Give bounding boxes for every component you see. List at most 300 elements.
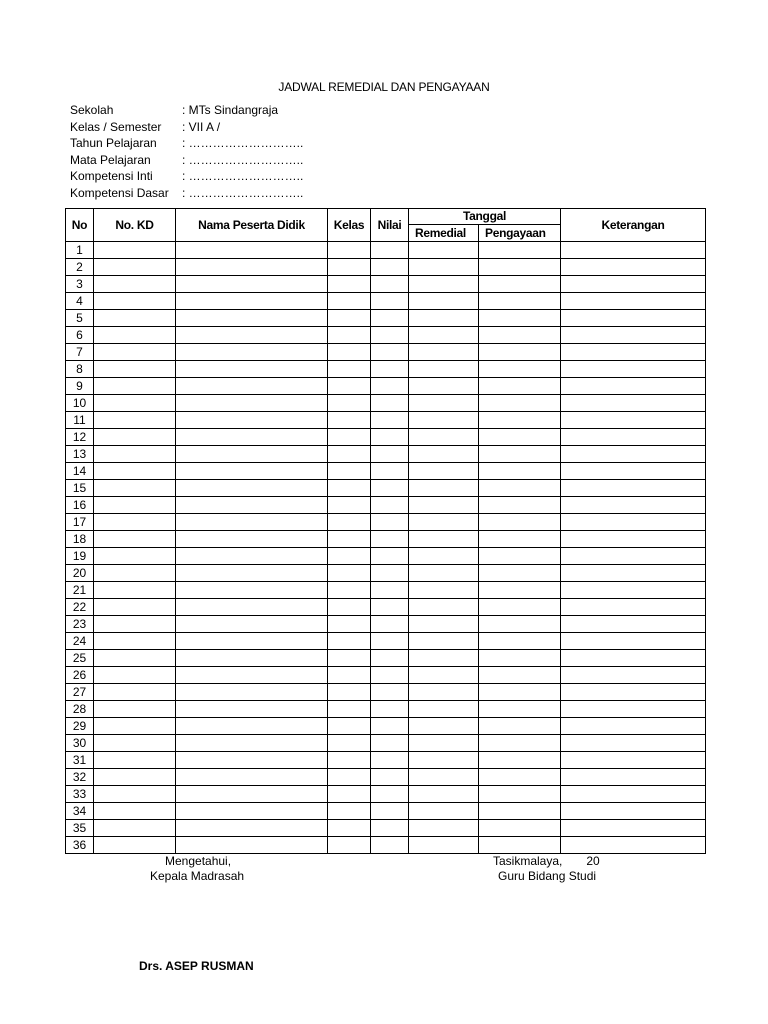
cell-pengayaan bbox=[479, 769, 561, 786]
cell-no: 34 bbox=[66, 803, 94, 820]
cell-kelas bbox=[328, 327, 371, 344]
cell-pengayaan bbox=[479, 514, 561, 531]
cell-keterangan bbox=[561, 820, 706, 837]
cell-no-kd bbox=[94, 684, 176, 701]
cell-no-kd bbox=[94, 242, 176, 259]
table-row bbox=[66, 837, 706, 854]
cell-no-kd bbox=[94, 769, 176, 786]
cell-nilai bbox=[371, 514, 409, 531]
table-row bbox=[66, 803, 706, 820]
info-value: : VII A / bbox=[182, 119, 221, 134]
cell-nama bbox=[176, 259, 328, 276]
table-row bbox=[66, 395, 706, 412]
cell-no: 7 bbox=[66, 344, 94, 361]
cell-kelas bbox=[328, 650, 371, 667]
table-row bbox=[66, 701, 706, 718]
cell-remedial bbox=[409, 412, 479, 429]
cell-no: 4 bbox=[66, 293, 94, 310]
cell-nama bbox=[176, 565, 328, 582]
cell-nama bbox=[176, 701, 328, 718]
cell-keterangan bbox=[561, 463, 706, 480]
cell-keterangan bbox=[561, 582, 706, 599]
table-row bbox=[66, 616, 706, 633]
cell-nilai bbox=[371, 463, 409, 480]
table-row bbox=[66, 531, 706, 548]
table-row bbox=[66, 378, 706, 395]
cell-pengayaan bbox=[479, 599, 561, 616]
info-value: : ……………………….. bbox=[182, 136, 304, 151]
cell-remedial bbox=[409, 735, 479, 752]
cell-nama bbox=[176, 616, 328, 633]
cell-remedial bbox=[409, 820, 479, 837]
info-row-kompetensi-inti bbox=[70, 168, 303, 185]
cell-keterangan bbox=[561, 310, 706, 327]
cell-remedial bbox=[409, 327, 479, 344]
cell-no-kd bbox=[94, 718, 176, 735]
cell-no-kd bbox=[94, 514, 176, 531]
info-value: : ……………………….. bbox=[182, 152, 304, 167]
header-kelas: Kelas bbox=[328, 209, 371, 242]
cell-nama bbox=[176, 276, 328, 293]
cell-nama bbox=[176, 599, 328, 616]
cell-pengayaan bbox=[479, 837, 561, 854]
cell-nama bbox=[176, 820, 328, 837]
cell-nilai bbox=[371, 718, 409, 735]
cell-nilai bbox=[371, 327, 409, 344]
document-title: JADWAL REMEDIAL DAN PENGAYAAN bbox=[278, 80, 490, 94]
cell-no: 11 bbox=[66, 412, 94, 429]
cell-no-kd bbox=[94, 837, 176, 854]
cell-remedial bbox=[409, 497, 479, 514]
cell-no: 14 bbox=[66, 463, 94, 480]
cell-nilai bbox=[371, 531, 409, 548]
table-header bbox=[66, 209, 706, 242]
cell-nilai bbox=[371, 310, 409, 327]
cell-nama bbox=[176, 667, 328, 684]
cell-nilai bbox=[371, 242, 409, 259]
cell-no-kd bbox=[94, 344, 176, 361]
cell-no: 27 bbox=[66, 684, 94, 701]
cell-pengayaan bbox=[479, 412, 561, 429]
cell-no: 1 bbox=[66, 242, 94, 259]
cell-nilai bbox=[371, 361, 409, 378]
cell-kelas bbox=[328, 599, 371, 616]
cell-nilai bbox=[371, 412, 409, 429]
cell-nama bbox=[176, 429, 328, 446]
cell-nilai bbox=[371, 633, 409, 650]
cell-no: 18 bbox=[66, 531, 94, 548]
cell-kelas bbox=[328, 395, 371, 412]
table-row bbox=[66, 667, 706, 684]
cell-pengayaan bbox=[479, 480, 561, 497]
cell-remedial bbox=[409, 310, 479, 327]
cell-keterangan bbox=[561, 701, 706, 718]
cell-keterangan bbox=[561, 837, 706, 854]
cell-remedial bbox=[409, 395, 479, 412]
table-row bbox=[66, 786, 706, 803]
cell-remedial bbox=[409, 667, 479, 684]
cell-no-kd bbox=[94, 803, 176, 820]
header-remedial: Remedial bbox=[409, 225, 479, 242]
cell-no-kd bbox=[94, 276, 176, 293]
info-block bbox=[70, 102, 303, 202]
table-row bbox=[66, 310, 706, 327]
table-row bbox=[66, 735, 706, 752]
cell-kelas bbox=[328, 276, 371, 293]
cell-nilai bbox=[371, 378, 409, 395]
header-no: No bbox=[66, 209, 94, 242]
cell-pengayaan bbox=[479, 820, 561, 837]
table-row bbox=[66, 429, 706, 446]
cell-no-kd bbox=[94, 735, 176, 752]
cell-keterangan bbox=[561, 446, 706, 463]
info-label: Sekolah bbox=[70, 103, 114, 117]
cell-no: 9 bbox=[66, 378, 94, 395]
cell-no-kd bbox=[94, 531, 176, 548]
cell-keterangan bbox=[561, 361, 706, 378]
table-row bbox=[66, 565, 706, 582]
cell-kelas bbox=[328, 429, 371, 446]
cell-no: 32 bbox=[66, 769, 94, 786]
cell-nama bbox=[176, 395, 328, 412]
cell-remedial bbox=[409, 480, 479, 497]
cell-nilai bbox=[371, 599, 409, 616]
table-row bbox=[66, 684, 706, 701]
cell-pengayaan bbox=[479, 684, 561, 701]
cell-no: 12 bbox=[66, 429, 94, 446]
header-tanggal: Tanggal bbox=[409, 209, 561, 225]
cell-keterangan bbox=[561, 395, 706, 412]
cell-pengayaan bbox=[479, 803, 561, 820]
info-row-mata-pelajaran bbox=[70, 152, 303, 169]
cell-nilai bbox=[371, 616, 409, 633]
cell-remedial bbox=[409, 684, 479, 701]
info-label: Kompetensi Inti bbox=[70, 169, 153, 184]
table-row bbox=[66, 599, 706, 616]
cell-no: 17 bbox=[66, 514, 94, 531]
info-label: Tahun Pelajaran bbox=[70, 136, 157, 151]
cell-nama bbox=[176, 769, 328, 786]
schedule-table bbox=[65, 208, 706, 854]
cell-pengayaan bbox=[479, 259, 561, 276]
cell-nama bbox=[176, 446, 328, 463]
cell-pengayaan bbox=[479, 582, 561, 599]
info-row-kompetensi-dasar bbox=[70, 185, 303, 202]
cell-kelas bbox=[328, 293, 371, 310]
cell-kelas bbox=[328, 769, 371, 786]
cell-kelas bbox=[328, 684, 371, 701]
cell-pengayaan bbox=[479, 667, 561, 684]
cell-no-kd bbox=[94, 293, 176, 310]
cell-no-kd bbox=[94, 701, 176, 718]
info-row-kelas-semester bbox=[70, 119, 303, 136]
cell-keterangan bbox=[561, 752, 706, 769]
cell-pengayaan bbox=[479, 310, 561, 327]
cell-kelas bbox=[328, 786, 371, 803]
cell-pengayaan bbox=[479, 650, 561, 667]
cell-keterangan bbox=[561, 718, 706, 735]
cell-keterangan bbox=[561, 650, 706, 667]
cell-remedial bbox=[409, 276, 479, 293]
cell-no: 8 bbox=[66, 361, 94, 378]
cell-pengayaan bbox=[479, 293, 561, 310]
cell-nama bbox=[176, 650, 328, 667]
cell-nama bbox=[176, 752, 328, 769]
table-row bbox=[66, 276, 706, 293]
cell-no: 15 bbox=[66, 480, 94, 497]
cell-keterangan bbox=[561, 480, 706, 497]
kepala-madrasah-label: Kepala Madrasah bbox=[150, 869, 245, 883]
table-body bbox=[66, 242, 706, 854]
guru-bidang-studi-label: Guru Bidang Studi bbox=[498, 869, 597, 883]
cell-nama bbox=[176, 803, 328, 820]
year-label: 20 bbox=[586, 854, 600, 868]
cell-no-kd bbox=[94, 412, 176, 429]
cell-nama bbox=[176, 378, 328, 395]
cell-remedial bbox=[409, 633, 479, 650]
cell-nilai bbox=[371, 837, 409, 854]
cell-no-kd bbox=[94, 327, 176, 344]
cell-nilai bbox=[371, 480, 409, 497]
cell-keterangan bbox=[561, 786, 706, 803]
cell-nama bbox=[176, 633, 328, 650]
cell-kelas bbox=[328, 514, 371, 531]
cell-remedial bbox=[409, 803, 479, 820]
table-row bbox=[66, 463, 706, 480]
table-row bbox=[66, 752, 706, 769]
cell-no: 33 bbox=[66, 786, 94, 803]
cell-no: 24 bbox=[66, 633, 94, 650]
table-row bbox=[66, 242, 706, 259]
cell-no: 26 bbox=[66, 667, 94, 684]
header-no-kd: No. KD bbox=[94, 209, 176, 242]
cell-pengayaan bbox=[479, 718, 561, 735]
table-row bbox=[66, 344, 706, 361]
cell-remedial bbox=[409, 429, 479, 446]
cell-kelas bbox=[328, 242, 371, 259]
cell-kelas bbox=[328, 616, 371, 633]
cell-nama bbox=[176, 463, 328, 480]
cell-no: 3 bbox=[66, 276, 94, 293]
cell-nilai bbox=[371, 684, 409, 701]
cell-no: 10 bbox=[66, 395, 94, 412]
cell-kelas bbox=[328, 701, 371, 718]
header-nilai: Nilai bbox=[371, 209, 409, 242]
place-date-line bbox=[493, 854, 600, 868]
cell-no: 25 bbox=[66, 650, 94, 667]
cell-no-kd bbox=[94, 786, 176, 803]
cell-kelas bbox=[328, 446, 371, 463]
cell-remedial bbox=[409, 463, 479, 480]
cell-kelas bbox=[328, 463, 371, 480]
cell-kelas bbox=[328, 361, 371, 378]
cell-nama bbox=[176, 718, 328, 735]
cell-no-kd bbox=[94, 599, 176, 616]
cell-nama bbox=[176, 531, 328, 548]
cell-no-kd bbox=[94, 378, 176, 395]
cell-nilai bbox=[371, 667, 409, 684]
cell-keterangan bbox=[561, 684, 706, 701]
cell-no: 29 bbox=[66, 718, 94, 735]
cell-kelas bbox=[328, 565, 371, 582]
cell-nilai bbox=[371, 497, 409, 514]
cell-remedial bbox=[409, 344, 479, 361]
cell-keterangan bbox=[561, 548, 706, 565]
cell-no-kd bbox=[94, 633, 176, 650]
cell-pengayaan bbox=[479, 786, 561, 803]
cell-no-kd bbox=[94, 310, 176, 327]
table-row bbox=[66, 446, 706, 463]
cell-remedial bbox=[409, 293, 479, 310]
cell-nama bbox=[176, 786, 328, 803]
cell-pengayaan bbox=[479, 378, 561, 395]
cell-remedial bbox=[409, 599, 479, 616]
cell-no-kd bbox=[94, 497, 176, 514]
info-value: : ……………………….. bbox=[182, 185, 304, 200]
table-row bbox=[66, 718, 706, 735]
cell-no: 30 bbox=[66, 735, 94, 752]
cell-kelas bbox=[328, 531, 371, 548]
cell-no: 21 bbox=[66, 582, 94, 599]
cell-remedial bbox=[409, 531, 479, 548]
cell-nama bbox=[176, 327, 328, 344]
cell-nama bbox=[176, 514, 328, 531]
cell-keterangan bbox=[561, 344, 706, 361]
mengetahui-label: Mengetahui, bbox=[165, 854, 232, 868]
header-keterangan: Keterangan bbox=[561, 209, 706, 242]
info-label: Mata Pelajaran bbox=[70, 152, 151, 167]
cell-no: 36 bbox=[66, 837, 94, 854]
cell-nilai bbox=[371, 293, 409, 310]
cell-no: 31 bbox=[66, 752, 94, 769]
cell-remedial bbox=[409, 769, 479, 786]
table-row bbox=[66, 548, 706, 565]
cell-no: 22 bbox=[66, 599, 94, 616]
cell-nilai bbox=[371, 446, 409, 463]
cell-kelas bbox=[328, 582, 371, 599]
info-label: Kompetensi Dasar bbox=[70, 185, 169, 200]
cell-no-kd bbox=[94, 667, 176, 684]
table-row bbox=[66, 259, 706, 276]
cell-pengayaan bbox=[479, 361, 561, 378]
cell-remedial bbox=[409, 378, 479, 395]
cell-kelas bbox=[328, 752, 371, 769]
table-row bbox=[66, 497, 706, 514]
cell-nilai bbox=[371, 276, 409, 293]
cell-keterangan bbox=[561, 412, 706, 429]
cell-no: 23 bbox=[66, 616, 94, 633]
cell-nilai bbox=[371, 735, 409, 752]
cell-keterangan bbox=[561, 327, 706, 344]
cell-remedial bbox=[409, 752, 479, 769]
cell-remedial bbox=[409, 446, 479, 463]
cell-no-kd bbox=[94, 446, 176, 463]
cell-pengayaan bbox=[479, 327, 561, 344]
cell-keterangan bbox=[561, 565, 706, 582]
cell-no: 13 bbox=[66, 446, 94, 463]
table-row bbox=[66, 412, 706, 429]
place-label: Tasikmalaya, bbox=[493, 854, 563, 868]
cell-keterangan bbox=[561, 276, 706, 293]
cell-nama bbox=[176, 361, 328, 378]
cell-nilai bbox=[371, 565, 409, 582]
cell-pengayaan bbox=[479, 633, 561, 650]
cell-keterangan bbox=[561, 259, 706, 276]
info-value: : ……………………….. bbox=[182, 169, 304, 184]
table-row bbox=[66, 820, 706, 837]
cell-remedial bbox=[409, 701, 479, 718]
cell-pengayaan bbox=[479, 752, 561, 769]
cell-nilai bbox=[371, 548, 409, 565]
cell-keterangan bbox=[561, 667, 706, 684]
cell-kelas bbox=[328, 667, 371, 684]
info-row-sekolah bbox=[70, 102, 303, 119]
cell-no-kd bbox=[94, 361, 176, 378]
cell-nama bbox=[176, 497, 328, 514]
cell-nilai bbox=[371, 582, 409, 599]
cell-no-kd bbox=[94, 480, 176, 497]
cell-no-kd bbox=[94, 565, 176, 582]
cell-nama bbox=[176, 412, 328, 429]
cell-no-kd bbox=[94, 429, 176, 446]
table-row bbox=[66, 769, 706, 786]
cell-remedial bbox=[409, 582, 479, 599]
cell-pengayaan bbox=[479, 276, 561, 293]
cell-pengayaan bbox=[479, 429, 561, 446]
cell-remedial bbox=[409, 786, 479, 803]
table-row bbox=[66, 480, 706, 497]
cell-pengayaan bbox=[479, 735, 561, 752]
cell-remedial bbox=[409, 837, 479, 854]
signature-name: Drs. ASEP RUSMAN bbox=[139, 959, 254, 973]
cell-no: 6 bbox=[66, 327, 94, 344]
cell-kelas bbox=[328, 259, 371, 276]
info-label: Kelas / Semester bbox=[70, 119, 162, 134]
cell-remedial bbox=[409, 514, 479, 531]
cell-keterangan bbox=[561, 633, 706, 650]
cell-remedial bbox=[409, 361, 479, 378]
cell-pengayaan bbox=[479, 531, 561, 548]
cell-nilai bbox=[371, 803, 409, 820]
cell-kelas bbox=[328, 310, 371, 327]
cell-nilai bbox=[371, 701, 409, 718]
cell-nilai bbox=[371, 344, 409, 361]
cell-kelas bbox=[328, 735, 371, 752]
cell-kelas bbox=[328, 803, 371, 820]
cell-nilai bbox=[371, 786, 409, 803]
cell-no-kd bbox=[94, 650, 176, 667]
cell-pengayaan bbox=[479, 701, 561, 718]
cell-keterangan bbox=[561, 497, 706, 514]
cell-nama bbox=[176, 242, 328, 259]
cell-remedial bbox=[409, 259, 479, 276]
cell-no-kd bbox=[94, 548, 176, 565]
cell-pengayaan bbox=[479, 242, 561, 259]
cell-pengayaan bbox=[479, 497, 561, 514]
cell-kelas bbox=[328, 412, 371, 429]
cell-keterangan bbox=[561, 769, 706, 786]
cell-nama bbox=[176, 480, 328, 497]
cell-nama bbox=[176, 548, 328, 565]
cell-kelas bbox=[328, 633, 371, 650]
cell-keterangan bbox=[561, 616, 706, 633]
table-row bbox=[66, 514, 706, 531]
cell-keterangan bbox=[561, 531, 706, 548]
cell-keterangan bbox=[561, 803, 706, 820]
cell-remedial bbox=[409, 616, 479, 633]
cell-no-kd bbox=[94, 616, 176, 633]
table-row bbox=[66, 582, 706, 599]
